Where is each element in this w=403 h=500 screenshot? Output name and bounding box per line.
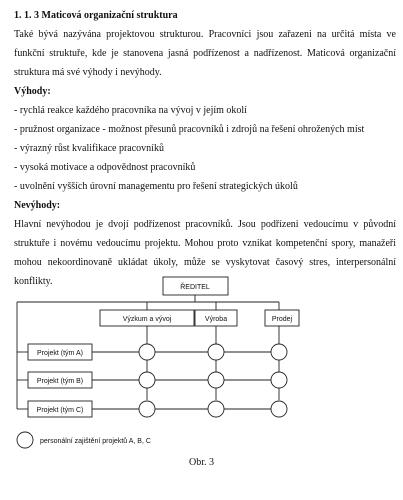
- department-label: Výroba: [204, 316, 228, 323]
- project-label: Projekt (tým C): [36, 407, 84, 414]
- staffing-circle: [139, 372, 155, 388]
- advantage-item: - pružnost organizace - možnost přesunů pracovníků i zdrojů na řešení ohrožených míst: [14, 124, 365, 135]
- staffing-circle: [271, 372, 287, 388]
- disadvantages-heading: Nevýhody:: [14, 200, 61, 211]
- intro-paragraph: Také bývá nazývána projektovou strukturou. Pracovníci jsou zařazeni na určitá místa ve funkční struktuře, kde je stanovena jasná podřízenost a nadřízenost. Maticová organizační struktura má své výhody i nevýhody.: [14, 29, 396, 78]
- advantage-item: - uvolnění vyšších úrovní managementu pro řešení strategických úkolů: [14, 181, 298, 192]
- staffing-circle: [139, 344, 155, 360]
- staffing-circle: [208, 344, 224, 360]
- staffing-circle: [208, 372, 224, 388]
- legend-circle: [17, 432, 33, 448]
- director-label: ŘEDITEL: [180, 284, 210, 291]
- advantage-item: - výrazný růst kvalifikace pracovníků: [14, 143, 164, 154]
- department-label: Výzkum a vývoj: [122, 316, 172, 323]
- department-label: Prodej: [271, 316, 293, 323]
- staffing-circle: [208, 401, 224, 417]
- disadvantages-paragraph: Hlavní nevýhodou je dvojí podřízenost pracovníků. Jsou podřízeni vedoucímu v původní struktuře i novému vedoucímu projektu. Mohou proto vznikat kompetenční spory, manažeři mohou nekoordinovaně ukládat úkoly, může se vyskytovat časový stres, interpersonální konflikty.: [14, 219, 396, 287]
- figure-caption: Obr. 3: [189, 457, 214, 468]
- matrix-structure-diagram: [0, 270, 403, 450]
- advantage-item: - vysoká motivace a odpovědnost pracovníků: [14, 162, 196, 173]
- text-block: [14, 6, 396, 291]
- legend-label: personální zajištění projektů A, B, C: [40, 438, 151, 445]
- project-label: Projekt (tým A): [37, 350, 83, 357]
- section-heading: 1. 1. 3 Maticová organizační struktura: [14, 10, 178, 21]
- staffing-circle: [271, 344, 287, 360]
- staffing-circle: [139, 401, 155, 417]
- advantages-heading: Výhody:: [14, 86, 51, 97]
- project-label: Projekt (tým B): [36, 378, 84, 385]
- advantage-item: - rychlá reakce každého pracovníka na vývoj v jejím okolí: [14, 105, 247, 116]
- staffing-circle: [271, 401, 287, 417]
